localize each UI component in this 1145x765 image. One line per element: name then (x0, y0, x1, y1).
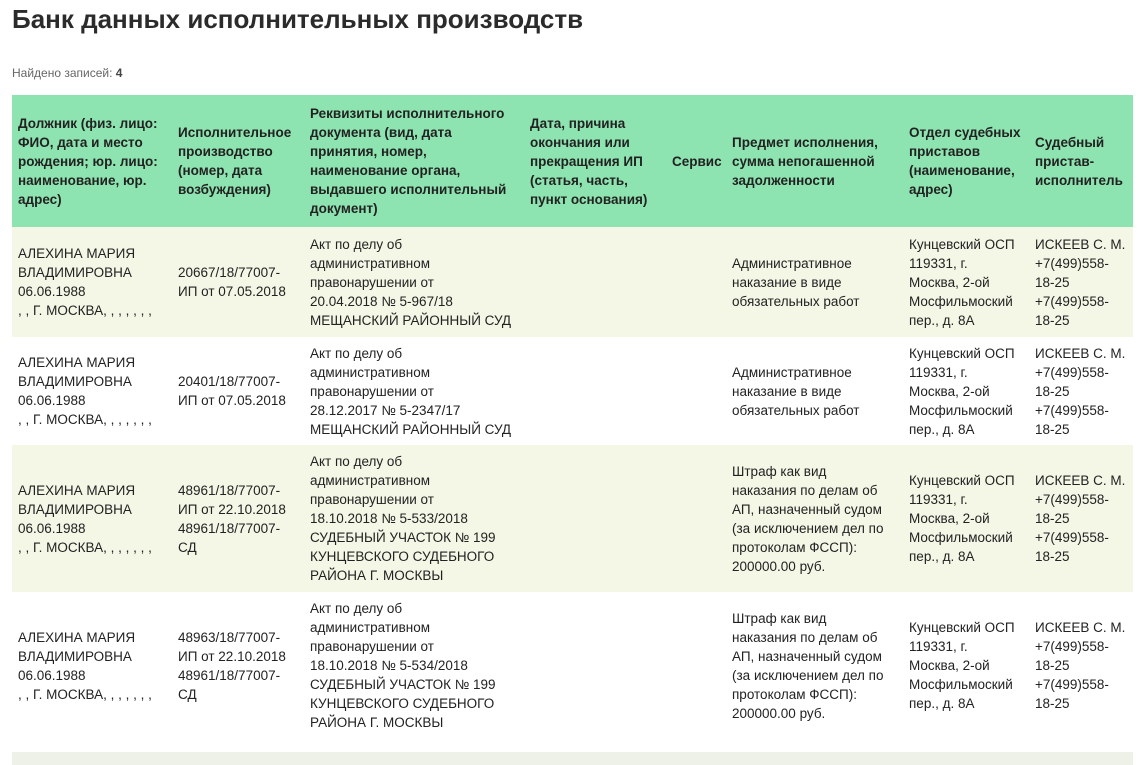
column-header-end-reason: Дата, причина окончания или прекращения ИП (статья, часть, пункт основания) (524, 95, 666, 227)
cell-department: Кунцевский ОСП 119331, г. Москва, 2-ой Мосфильмоский пер., д. 8А (903, 227, 1029, 337)
cell-debtor: АЛЕХИНА МАРИЯ ВЛАДИМИРОВНА 06.06.1988 , , Г. МОСКВА, , , , , , , (12, 337, 172, 445)
records-found (12, 66, 122, 80)
results-table (12, 95, 1133, 739)
column-header-document: Реквизиты исполнительного документа (вид, дата принятия, номер, наименование органа, выдавшего исполнительный документ) (304, 95, 524, 227)
records-found-label: Найдено записей: (12, 66, 113, 80)
cell-end-reason (524, 227, 666, 337)
cell-document: Акт по делу об административном правонарушении от 18.10.2018 № 5-533/2018 СУДЕБНЫЙ УЧАСТОК № 199 КУНЦЕВСКОГО СУДЕБНОГО РАЙОНА Г. МОСКВЫ (304, 445, 524, 592)
cell-proceeding: 20667/18/77007- ИП от 07.05.2018 (172, 227, 304, 337)
cell-subject: Штраф как вид наказания по делам об АП, назначенный судом (за исключением дел по протоколам ФССП): 200000.00 руб. (726, 592, 903, 739)
cell-bailiff: ИСКЕЕВ С. М. +7(499)558- 18-25 +7(499)558- 18-25 (1029, 445, 1133, 592)
cell-debtor: АЛЕХИНА МАРИЯ ВЛАДИМИРОВНА 06.06.1988 , , Г. МОСКВА, , , , , , , (12, 445, 172, 592)
cell-end-reason (524, 592, 666, 739)
cell-debtor: АЛЕХИНА МАРИЯ ВЛАДИМИРОВНА 06.06.1988 , , Г. МОСКВА, , , , , , , (12, 592, 172, 739)
cell-proceeding: 48963/18/77007- ИП от 22.10.2018 48961/18/77007- СД (172, 592, 304, 739)
cell-proceeding: 48961/18/77007- ИП от 22.10.2018 48961/18/77007- СД (172, 445, 304, 592)
table-header-row (12, 95, 1133, 227)
column-header-debtor: Должник (физ. лицо: ФИО, дата и место рождения; юр. лицо: наименование, юр. адрес) (12, 95, 172, 227)
cell-document: Акт по делу об административном правонарушении от 28.12.2017 № 5-2347/17 МЕЩАНСКИЙ РАЙОННЫЙ СУД (304, 337, 524, 445)
cell-subject: Административное наказание в виде обязательных работ (726, 227, 903, 337)
table-row (12, 227, 1133, 337)
cell-bailiff: ИСКЕЕВ С. М. +7(499)558- 18-25 +7(499)558- 18-25 (1029, 227, 1133, 337)
records-found-count: 4 (115, 66, 123, 80)
cell-bailiff: ИСКЕЕВ С. М. +7(499)558- 18-25 +7(499)558- 18-25 (1029, 592, 1133, 739)
column-header-department: Отдел судебных приставов (наименование, адрес) (903, 95, 1029, 227)
cell-subject: Штраф как вид наказания по делам об АП, назначенный судом (за исключением дел по протоколам ФССП): 200000.00 руб. (726, 445, 903, 592)
cell-service (666, 592, 726, 739)
cell-end-reason (524, 445, 666, 592)
cell-department: Кунцевский ОСП 119331, г. Москва, 2-ой Мосфильмоский пер., д. 8А (903, 592, 1029, 739)
cell-proceeding: 20401/18/77007- ИП от 07.05.2018 (172, 337, 304, 445)
cell-document: Акт по делу об административном правонарушении от 20.04.2018 № 5-967/18 МЕЩАНСКИЙ РАЙОННЫЙ СУД (304, 227, 524, 337)
column-header-proceeding: Исполнительное производство (номер, дата возбуждения) (172, 95, 304, 227)
cell-subject: Административное наказание в виде обязательных работ (726, 337, 903, 445)
page-title: Банк данных исполнительных производств (12, 4, 584, 34)
cell-end-reason (524, 337, 666, 445)
table-row (12, 592, 1133, 739)
column-header-subject: Предмет исполнения, сумма непогашенной задолженности (726, 95, 903, 227)
column-header-service: Сервис (666, 95, 726, 227)
column-header-bailiff: Судебный пристав-исполнитель (1029, 95, 1133, 227)
cell-bailiff: ИСКЕЕВ С. М. +7(499)558- 18-25 +7(499)558- 18-25 (1029, 337, 1133, 445)
table-row (12, 445, 1133, 592)
cell-document: Акт по делу об административном правонарушении от 18.10.2018 № 5-534/2018 СУДЕБНЫЙ УЧАСТОК № 199 КУНЦЕВСКОГО СУДЕБНОГО РАЙОНА Г. МОСКВЫ (304, 592, 524, 739)
cell-service (666, 227, 726, 337)
cell-debtor: АЛЕХИНА МАРИЯ ВЛАДИМИРОВНА 06.06.1988 , , Г. МОСКВА, , , , , , , (12, 227, 172, 337)
cell-service (666, 445, 726, 592)
table-row (12, 337, 1133, 445)
cell-service (666, 337, 726, 445)
cell-department: Кунцевский ОСП 119331, г. Москва, 2-ой Мосфильмоский пер., д. 8А (903, 445, 1029, 592)
cell-department: Кунцевский ОСП 119331, г. Москва, 2-ой Мосфильмоский пер., д. 8А (903, 337, 1029, 445)
table-footer-strip (12, 752, 1133, 765)
